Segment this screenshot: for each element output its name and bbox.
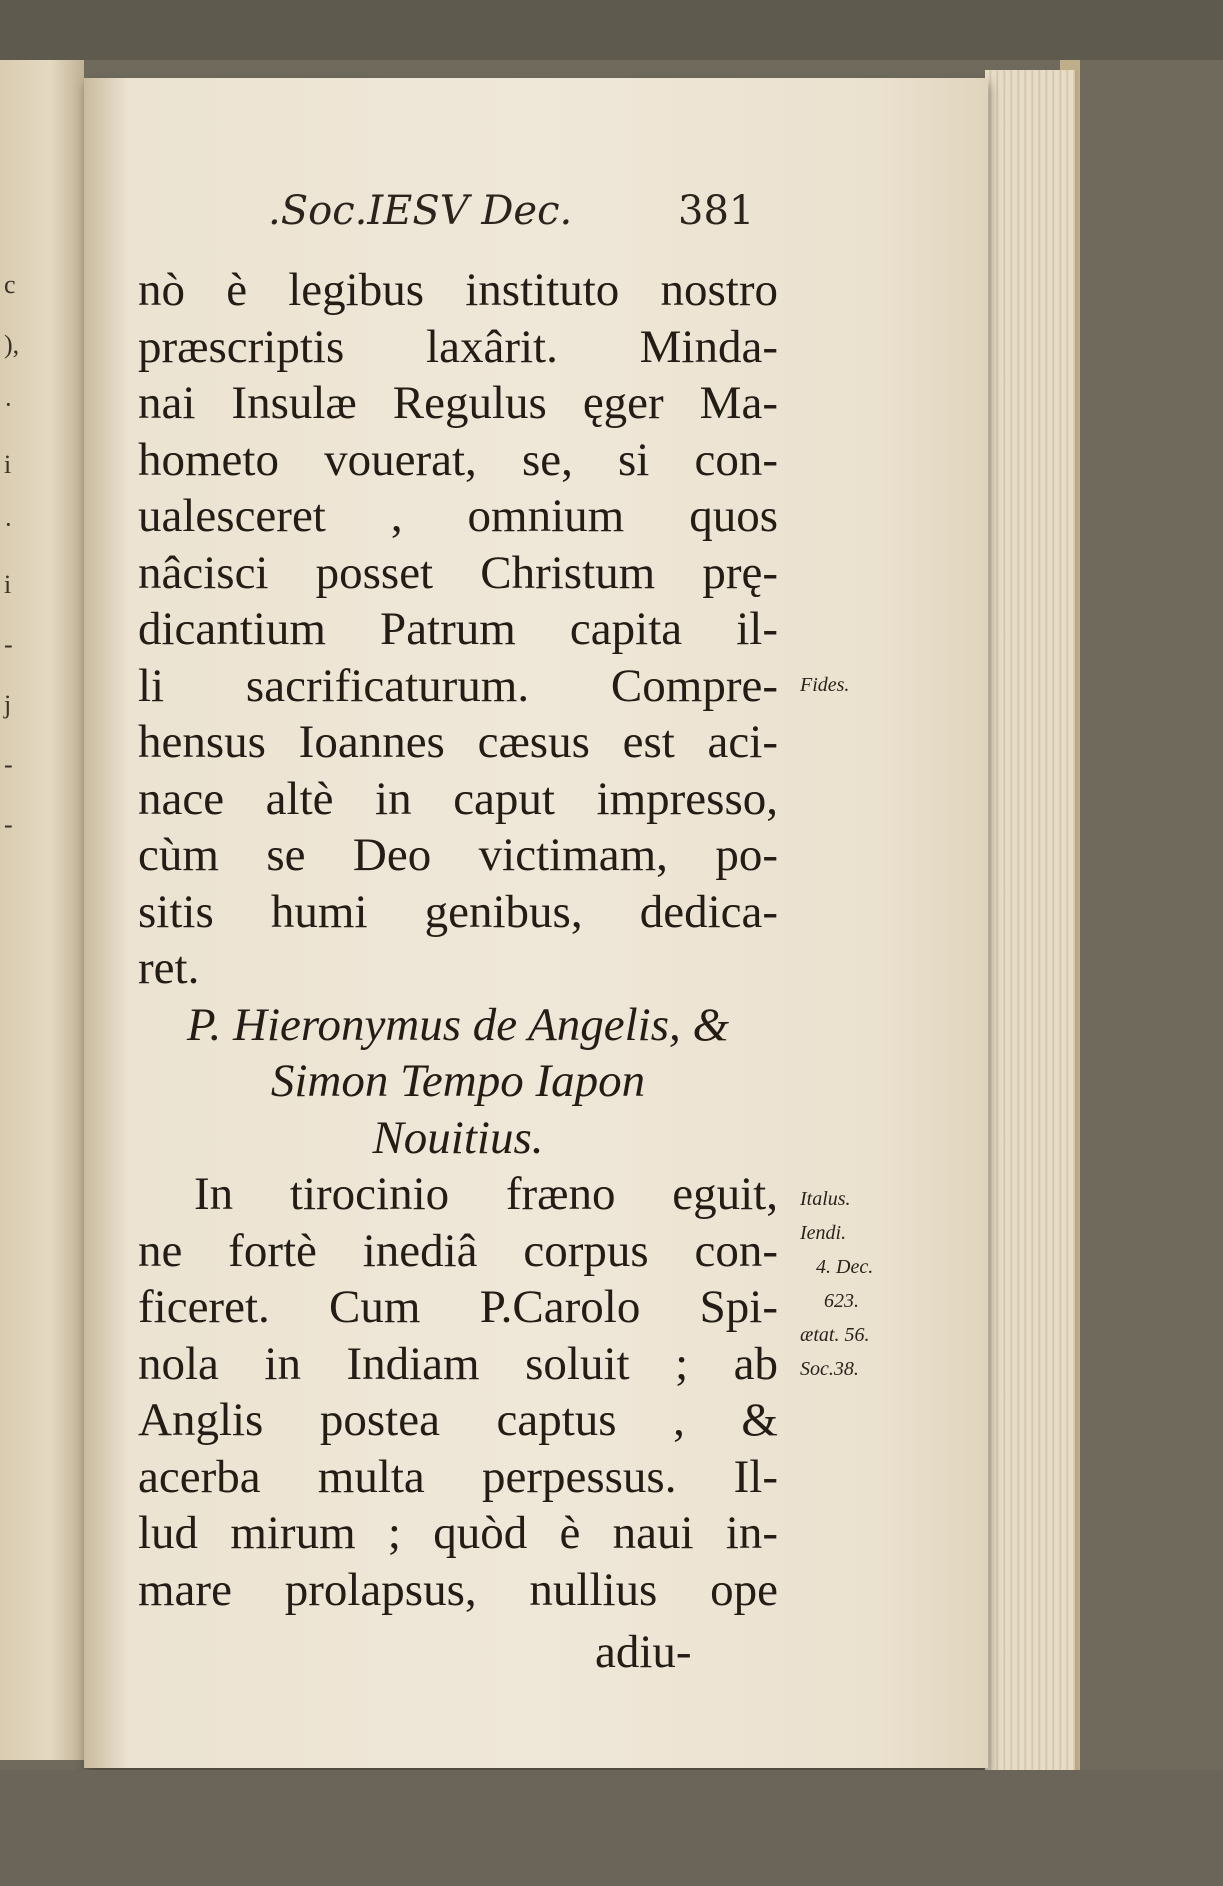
- text-line: nò è legibus instituto nostro: [138, 264, 778, 316]
- text-line: lud mirum ; quòd è naui in-: [138, 1507, 778, 1559]
- margin-note-line: Italus.: [800, 1188, 851, 1210]
- margin-note-bio: [800, 1182, 873, 1386]
- margin-note-line: Iendi.: [800, 1222, 847, 1244]
- section-heading-line: P. Hieronymus de Angelis, &: [186, 998, 730, 1051]
- text-line: Anglis postea captus , &: [138, 1394, 778, 1446]
- prev-mark: -: [4, 810, 13, 839]
- catchword: adiu-: [595, 1626, 692, 1678]
- text-line: nai Insulæ Regulus ęger Ma-: [138, 377, 778, 429]
- running-title: .Soc.IESV Dec.: [268, 188, 573, 234]
- prev-mark: i: [4, 450, 12, 479]
- page-edges: [985, 70, 1078, 1770]
- prev-mark: -: [4, 630, 13, 659]
- previous-page-edge: [0, 60, 84, 1760]
- text-line: acerba multa perpessus. Il-: [138, 1450, 778, 1503]
- prev-mark: ),: [4, 330, 20, 359]
- prev-mark: ·: [4, 510, 13, 539]
- previous-page-marks: [4, 270, 34, 870]
- section-heading-line: Nouitius.: [372, 1111, 544, 1164]
- section-heading-line: Simon Tempo Iapon: [270, 1055, 646, 1107]
- text-line: sitis humi genibus, dedica-: [138, 885, 778, 938]
- page-header: [268, 188, 788, 238]
- margin-note-fides: Fides.: [800, 674, 850, 696]
- text-line: cùm se Deo victimam, po-: [138, 829, 778, 881]
- text-line: præscriptis laxârit. Minda-: [138, 320, 778, 373]
- text-line: nola in Indiam soluit ; ab: [138, 1337, 778, 1390]
- text-line: hometo vouerat, se, si con-: [138, 433, 778, 486]
- text-line: ret.: [138, 942, 200, 994]
- background-bottom: [0, 1770, 1223, 1886]
- prev-mark: i: [4, 570, 12, 599]
- text-line: mare prolapsus, nullius ope: [138, 1563, 778, 1616]
- prev-mark: ·: [4, 390, 13, 419]
- margin-note-line: Soc.38.: [800, 1358, 859, 1380]
- text-line: dicantium Patrum capita il-: [138, 603, 778, 655]
- text-line: nace altè in caput impresso,: [138, 772, 778, 825]
- margin-note-line: ætat. 56.: [800, 1324, 870, 1346]
- text-line: ne fortè inediâ corpus con-: [138, 1224, 778, 1277]
- prev-mark: c: [4, 270, 16, 299]
- text-line: li sacrificaturum. Compre-: [138, 659, 778, 712]
- text-line: ficeret. Cum P.Carolo Spi-: [138, 1281, 778, 1333]
- prev-mark: j: [4, 690, 12, 719]
- text-line: In tirocinio fræno eguit,: [194, 1168, 778, 1220]
- body-text: [138, 262, 778, 1618]
- background-top: [0, 0, 1223, 60]
- text-line: hensus Ioannes cæsus est aci-: [138, 716, 778, 768]
- page-number: 381: [678, 188, 755, 234]
- prev-mark: -: [4, 750, 13, 779]
- text-line: nâcisci posset Christum prę-: [138, 546, 778, 599]
- text-line: ualesceret , omnium quos: [138, 490, 778, 542]
- margin-note-line: 623.: [824, 1290, 859, 1312]
- margin-note-line: 4. Dec.: [816, 1256, 874, 1278]
